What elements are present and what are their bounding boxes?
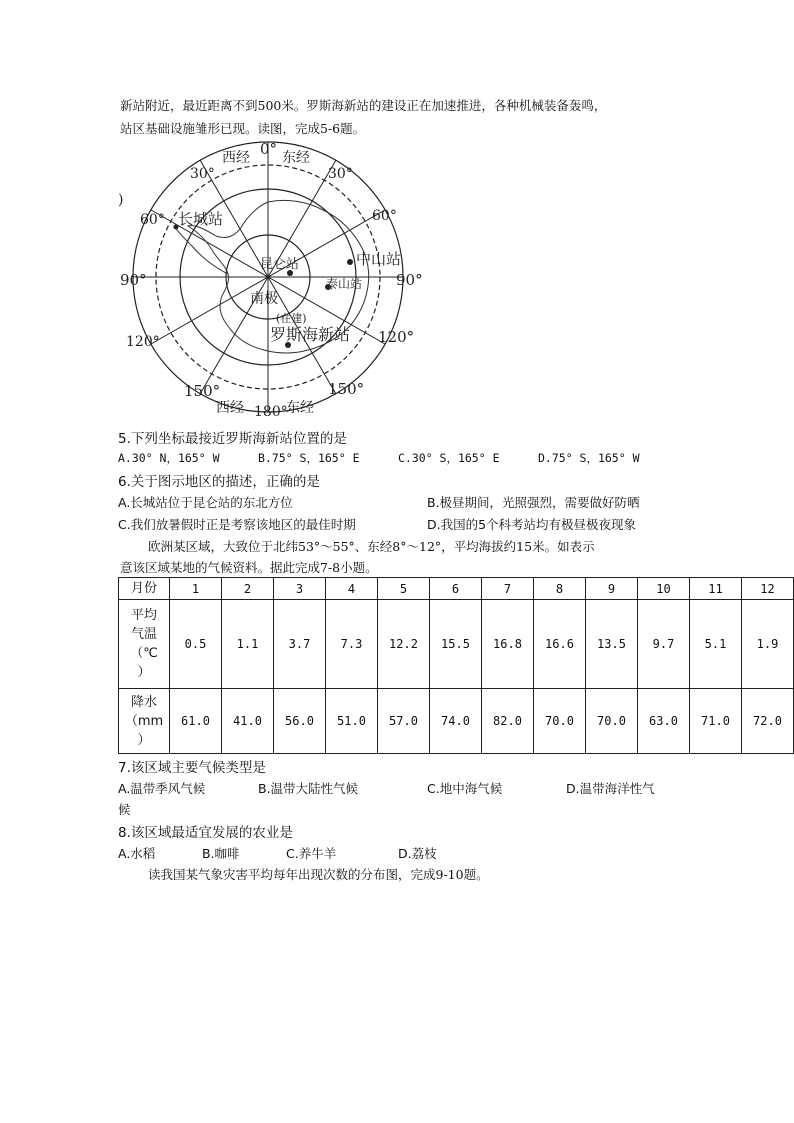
passage2-line-2: 意该区域某地的气候资料。据此完成7-8小题。 <box>120 560 378 575</box>
prec-cell: 41.0 <box>222 689 274 754</box>
label-west-top: 西经 <box>222 150 250 166</box>
prec-cell: 82.0 <box>482 689 534 754</box>
q7-option-a[interactable]: A.温带季风气候 <box>118 781 206 796</box>
passage3-line-1: 读我国某气象灾害平均每年出现次数的分布图，完成9-10题。 <box>148 867 489 882</box>
q7-option-c[interactable]: C.地中海气候 <box>427 781 503 796</box>
month-cell: 11 <box>690 578 742 600</box>
q5-stem: 5.下列坐标最接近罗斯海新站位置的是 <box>118 431 347 447</box>
q6-option-d[interactable]: D.我国的5个科考站均有极昼极夜现象 <box>427 517 637 532</box>
temp-cell: 15.5 <box>430 600 482 689</box>
month-cell: 12 <box>742 578 794 600</box>
temp-cell: 12.2 <box>378 600 430 689</box>
temp-cell: 1.9 <box>742 600 794 689</box>
month-cell: 4 <box>326 578 378 600</box>
month-cell: 1 <box>170 578 222 600</box>
label-zhongshan: 中山站 <box>356 250 402 268</box>
intro-line-1: 新站附近，最近距离不到500米。罗斯海新站的建设正在加速推进，各种机械装备轰鸣， <box>120 98 607 113</box>
temperature-header: 平均 气温 （℃ ） <box>119 600 170 689</box>
prec-cell: 61.0 <box>170 689 222 754</box>
month-cell: 9 <box>586 578 638 600</box>
label-east-top: 东经 <box>282 150 310 166</box>
q7-option-d[interactable]: D.温带海洋性气 <box>566 781 655 796</box>
label-kunlun: 昆仑站 <box>260 257 300 272</box>
prec-cell: 63.0 <box>638 689 690 754</box>
q6-stem: 6.关于图示地区的描述，正确的是 <box>118 474 320 490</box>
temp-cell: 5.1 <box>690 600 742 689</box>
prec-cell: 70.0 <box>586 689 638 754</box>
month-cell: 2 <box>222 578 274 600</box>
temp-cell: 9.7 <box>638 600 690 689</box>
label-0: 0° <box>260 140 278 158</box>
prec-cell: 71.0 <box>690 689 742 754</box>
label-120-left: 120° <box>126 334 160 350</box>
label-60-left: 60° <box>140 212 165 228</box>
month-cell: 6 <box>430 578 482 600</box>
label-90-right: 90° <box>396 271 423 289</box>
precipitation-header: 降水 （mm ） <box>119 689 170 754</box>
label-150-left: 150° <box>184 382 221 400</box>
prec-cell: 70.0 <box>534 689 586 754</box>
q7-stem: 7.该区域主要气候类型是 <box>118 760 266 776</box>
prec-cell: 56.0 <box>274 689 326 754</box>
q8-option-c[interactable]: C.养牛羊 <box>286 846 337 861</box>
q6-option-b[interactable]: B.极昼期间，光照强烈，需要做好防晒 <box>427 495 640 510</box>
month-header: 月份 <box>119 578 170 600</box>
prec-cell: 51.0 <box>326 689 378 754</box>
q5-option-b[interactable]: B.75° S，165° E <box>258 451 360 465</box>
label-150-right: 150° <box>328 380 365 398</box>
month-cell: 7 <box>482 578 534 600</box>
label-changcheng: 长城站 <box>178 210 224 228</box>
q5-option-d[interactable]: D.75° S，165° W <box>538 451 640 465</box>
temp-cell: 1.1 <box>222 600 274 689</box>
label-30-left: 30° <box>190 166 215 182</box>
temp-cell: 7.3 <box>326 600 378 689</box>
zhongshan-station-dot <box>347 259 353 265</box>
label-60-right: 60° <box>372 208 397 224</box>
label-taishan: 泰山站 <box>326 277 363 291</box>
label-180: 180° <box>254 404 288 420</box>
climate-table <box>118 577 794 754</box>
q8-option-d[interactable]: D.荔枝 <box>398 846 437 861</box>
table-row-months <box>119 578 794 600</box>
prec-cell: 72.0 <box>742 689 794 754</box>
q6-option-c[interactable]: C.我们放暑假时正是考察该地区的最佳时期 <box>118 517 356 532</box>
q6-option-a[interactable]: A.长城站位于昆仑站的东北方位 <box>118 495 293 510</box>
passage2-line-1: 欧洲某区域，大致位于北纬53°～55°、东经8°～12°，平均海拔约15米。如表示 <box>148 539 595 554</box>
antarctica-polar-map <box>118 140 423 425</box>
q8-option-a[interactable]: A.水稻 <box>118 846 156 861</box>
table-row-precipitation <box>119 689 794 754</box>
month-cell: 3 <box>274 578 326 600</box>
label-east-bottom: 东经 <box>286 400 314 416</box>
temp-cell: 16.6 <box>534 600 586 689</box>
q7-option-d-wrap: 候 <box>118 802 131 817</box>
q7-option-b[interactable]: B.温带大陆性气候 <box>258 781 359 796</box>
label-south-pole: 南极 <box>250 291 278 307</box>
label-30-right: 30° <box>328 166 353 182</box>
q5-option-a[interactable]: A.30° N，165° W <box>118 451 220 465</box>
table-row-temperature <box>119 600 794 689</box>
label-under-construction: (在建) <box>276 312 307 325</box>
label-120-right: 120° <box>378 328 415 346</box>
q8-option-b[interactable]: B.咖啡 <box>202 846 240 861</box>
month-cell: 10 <box>638 578 690 600</box>
q5-option-c[interactable]: C.30° S，165° E <box>398 451 500 465</box>
prec-cell: 57.0 <box>378 689 430 754</box>
q8-stem: 8.该区域最适宜发展的农业是 <box>118 825 293 841</box>
label-ross-sea: 罗斯海新站 <box>270 325 351 344</box>
temp-cell: 3.7 <box>274 600 326 689</box>
temp-cell: 16.8 <box>482 600 534 689</box>
month-cell: 5 <box>378 578 430 600</box>
temp-cell: 13.5 <box>586 600 638 689</box>
intro-line-2: 站区基础设施雏形已现。读图，完成5-6题。 <box>120 121 366 136</box>
left-edge-mark: ) <box>118 192 124 208</box>
label-90-left: 90° <box>120 271 147 289</box>
temp-cell: 0.5 <box>170 600 222 689</box>
prec-cell: 74.0 <box>430 689 482 754</box>
month-cell: 8 <box>534 578 586 600</box>
label-west-bottom: 西经 <box>216 400 244 416</box>
